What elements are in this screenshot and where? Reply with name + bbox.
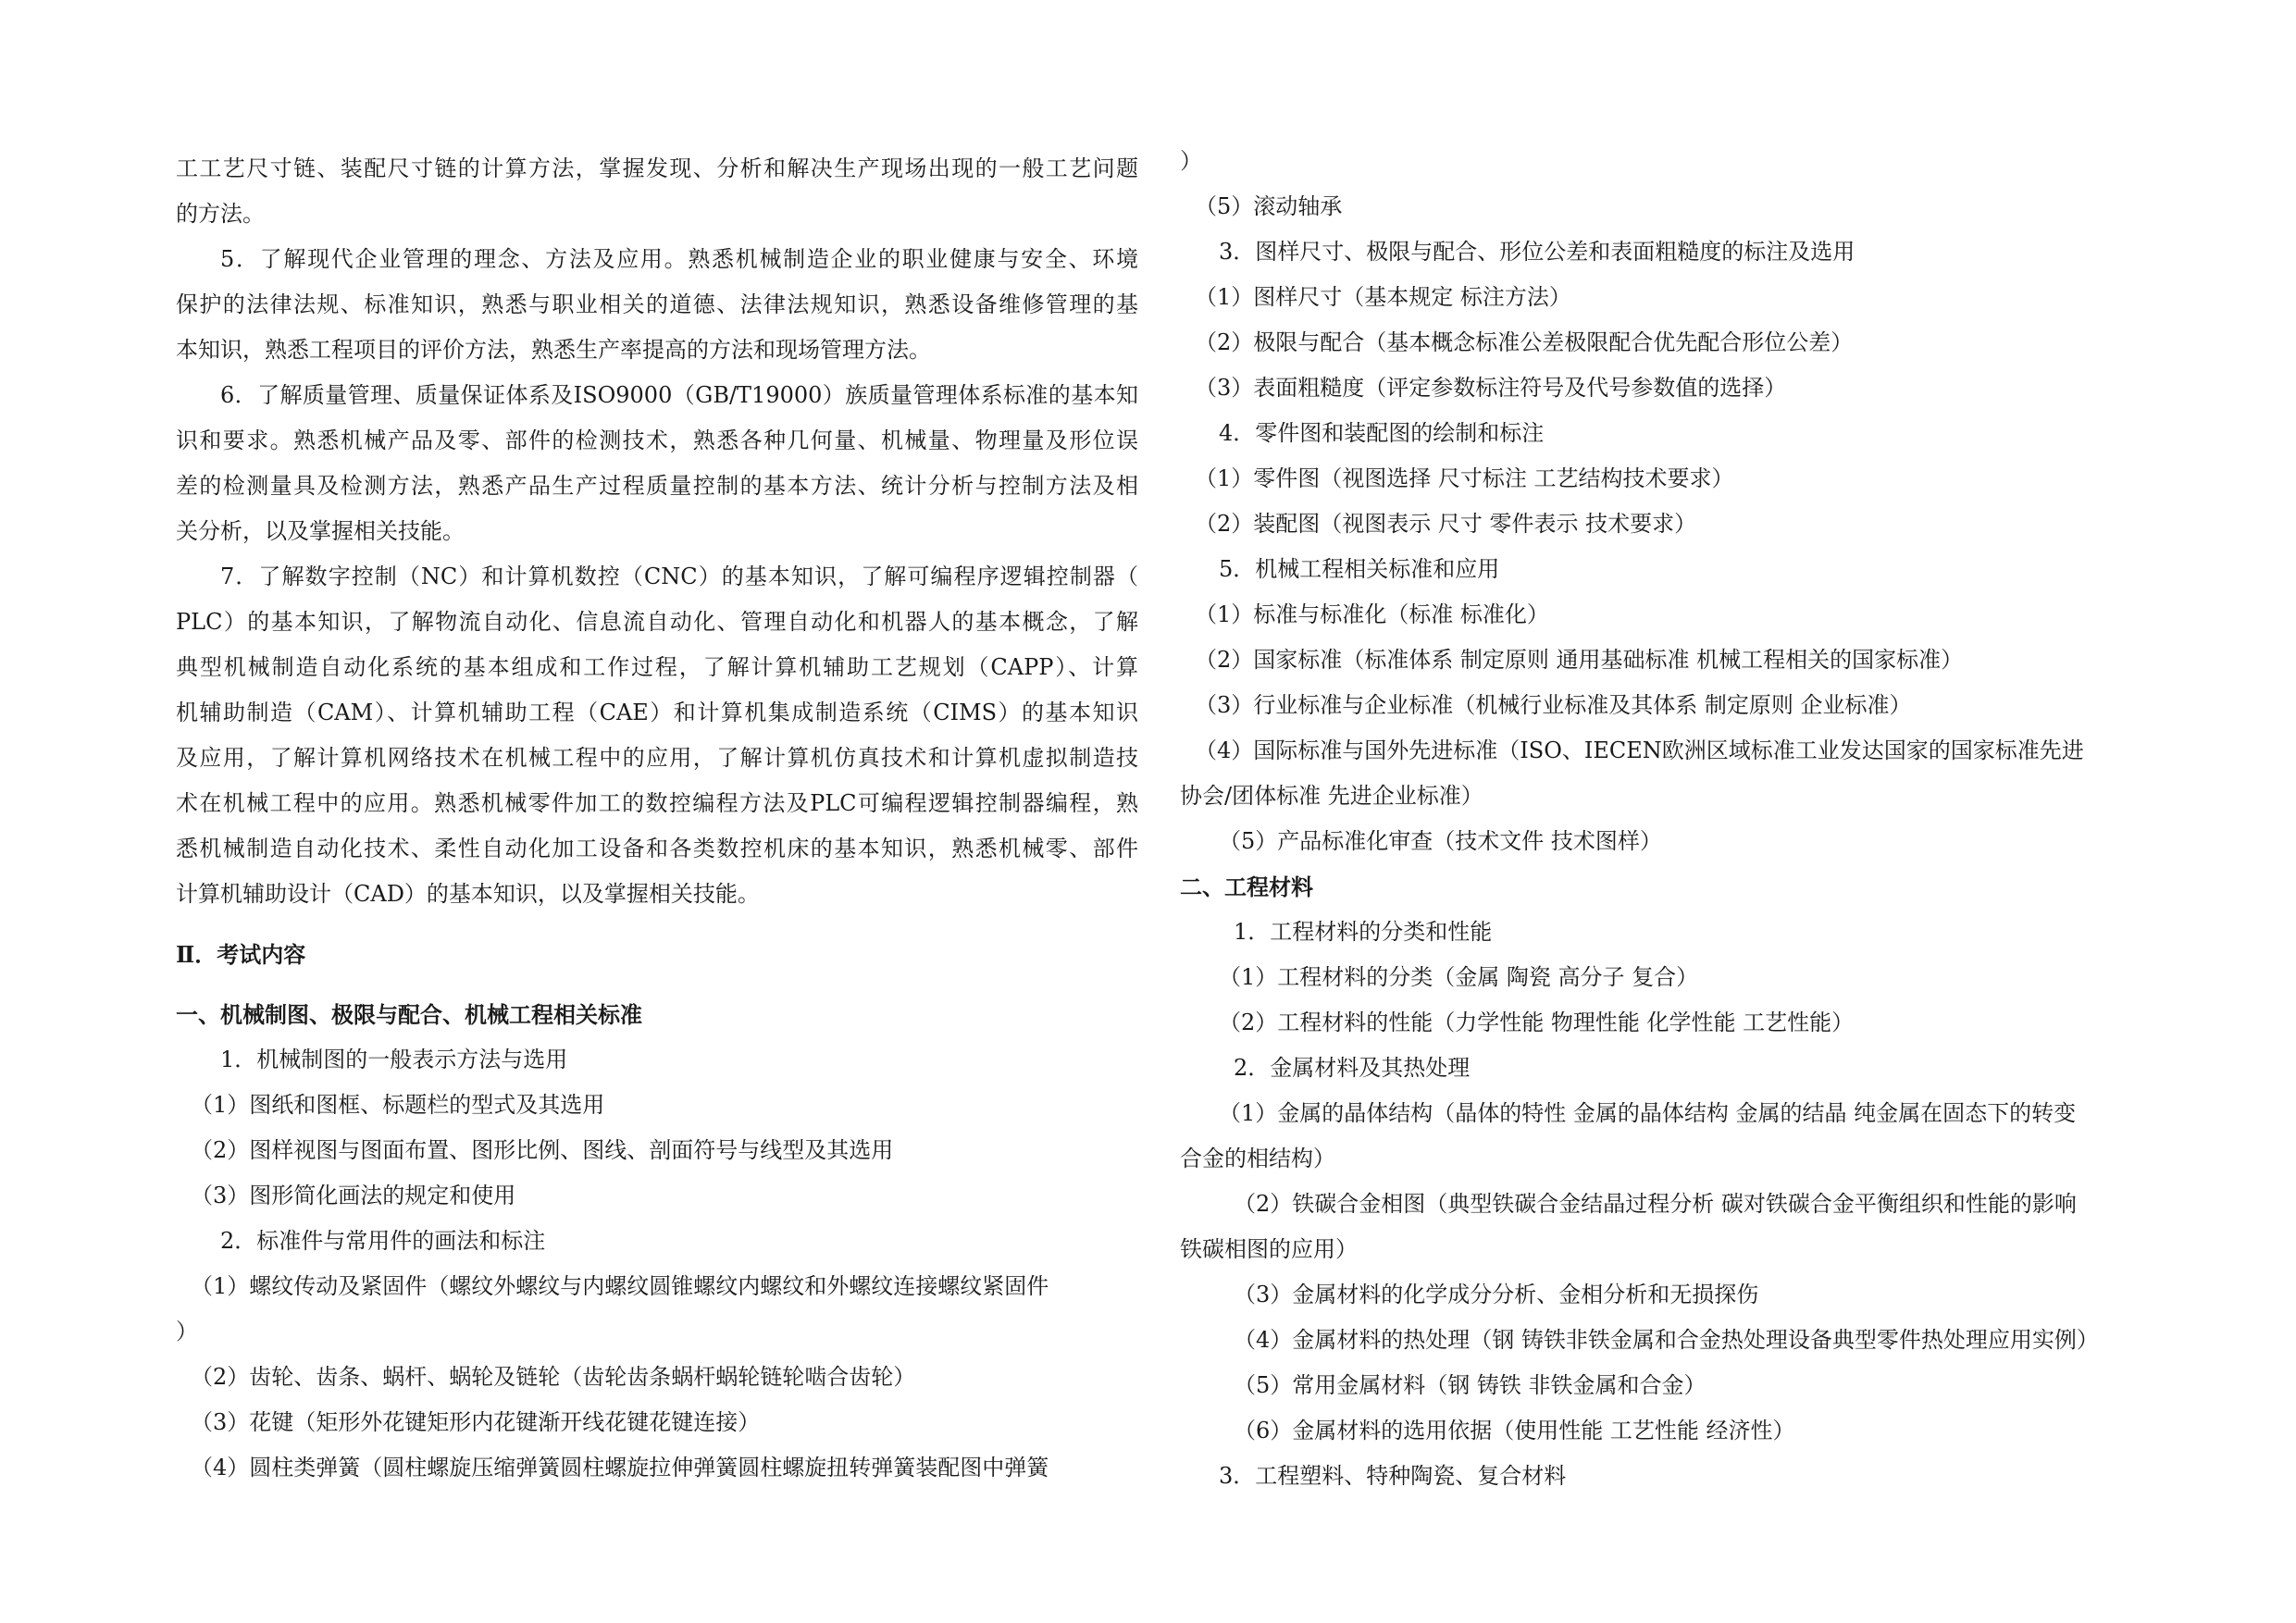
outline-subitem: （3）图形简化画法的规定和使用 xyxy=(191,1183,516,1208)
paragraph-line: 计算机辅助设计（CAD）的基本知识，以及掌握相关技能。 xyxy=(176,881,760,907)
paragraph-line: 悉机械制造自动化技术、柔性自动化加工设备和各类数控机床的基本知识，熟悉机械零、部件 xyxy=(176,836,1138,861)
outline-subitem: （1）工程材料的分类（金属 陶瓷 高分子 复合） xyxy=(1219,964,1699,990)
outline-item: 3．工程塑料、特种陶瓷、复合材料 xyxy=(1219,1463,1567,1489)
spacer xyxy=(176,977,1138,992)
outline-subitem: （3）表面粗糙度（评定参数标注符号及代号参数值的选择） xyxy=(1195,375,1787,401)
outline-subitem: （2）齿轮、齿条、蜗杆、蜗轮及链轮（齿轮齿条蜗杆蜗轮链轮啮合齿轮） xyxy=(191,1364,916,1390)
outline-subitem: （2）铁碳合金相图（典型铁碳合金结晶过程分析 碳对铁碳合金平衡组织和性能的影响 xyxy=(1234,1191,2077,1217)
paragraph-line: 5．了解现代企业管理的理念、方法及应用。熟悉机械制造企业的职业健康与安全、环境 xyxy=(220,246,1138,272)
paragraph-line: 术在机械工程中的应用。熟悉机械零件加工的数控编程方法及PLC可编程逻辑控制器编程，熟 xyxy=(176,790,1138,816)
paragraph-line: 典型机械制造自动化系统的基本组成和工作过程，了解计算机辅助工艺规划（CAPP）、计算 xyxy=(176,654,1138,680)
outline-subitem: （4）金属材料的热处理（钢 铸铁非铁金属和合金热处理设备典型零件热处理应用实例） xyxy=(1234,1327,2099,1353)
outline-subitem: （2）图样视图与图面布置、图形比例、图线、剖面符号与线型及其选用 xyxy=(191,1137,894,1163)
paragraph-line: 本知识，熟悉工程项目的评价方法，熟悉生产率提高的方法和现场管理方法。 xyxy=(176,337,931,363)
outline-subitem: （1）螺纹传动及紧固件（螺纹外螺纹与内螺纹圆锥螺纹内螺纹和外螺纹连接螺纹紧固件 xyxy=(191,1273,1049,1299)
left-column xyxy=(176,146,1138,1491)
section-heading: Ⅱ．考试内容 xyxy=(176,941,306,968)
outline-subitem: （2）装配图（视图表示 尺寸 零件表示 技术要求） xyxy=(1195,511,1697,537)
outline-subitem: （2）极限与配合（基本概念标准公差极限配合优先配合形位公差） xyxy=(1195,329,1854,355)
paragraph-line: 保护的法律法规、标准知识，熟悉与职业相关的道德、法律法规知识，熟悉设备维修管理的基 xyxy=(176,291,1138,317)
paragraph-line: 6．了解质量管理、质量保证体系及ISO9000（GB/T19000）族质量管理体系标准的基本知 xyxy=(220,382,1138,408)
paragraph-line: 及应用，了解计算机网络技术在机械工程中的应用，了解计算机仿真技术和计算机虚拟制造技 xyxy=(176,745,1138,771)
outline-subitem: （3）花键（矩形外花键矩形内花键渐开线花键花键连接） xyxy=(191,1409,761,1435)
outline-item: 5．机械工程相关标准和应用 xyxy=(1219,556,1500,582)
outline-subitem: （4）圆柱类弹簧（圆柱螺旋压缩弹簧圆柱螺旋拉伸弹簧圆柱螺旋扭转弹簧装配图中弹簧 xyxy=(191,1455,1049,1481)
outline-subitem: （5）常用金属材料（钢 铸铁 非铁金属和合金） xyxy=(1234,1372,1706,1398)
right-column xyxy=(1180,139,2142,1499)
outline-subitem: （2）工程材料的性能（力学性能 物理性能 化学性能 工艺性能） xyxy=(1219,1010,1855,1035)
paragraph-line: 差的检测量具及检测方法，熟悉产品生产过程质量控制的基本方法、统计分析与控制方法及相 xyxy=(176,473,1138,499)
outline-subitem: （1）金属的晶体结构（晶体的特性 金属的晶体结构 金属的结晶 纯金属在固态下的转变 xyxy=(1219,1100,2077,1126)
outline-subitem-cont: 合金的相结构） xyxy=(1180,1146,1335,1171)
outline-subitem: （6）金属材料的选用依据（使用性能 工艺性能 经济性） xyxy=(1234,1418,1795,1443)
paragraph-line: PLC）的基本知识，了解物流自动化、信息流自动化、管理自动化和机器人的基本概念，了解 xyxy=(176,609,1138,635)
outline-subitem: （5）滚动轴承 xyxy=(1195,193,1343,219)
paragraph-line: 工工艺尺寸链、装配尺寸链的计算方法，掌握发现、分析和解决生产现场出现的一般工艺问题 xyxy=(176,155,1138,181)
outline-item: 1．工程材料的分类和性能 xyxy=(1234,919,1493,945)
outline-subitem-cont: ） xyxy=(176,1319,198,1344)
part-heading: 一、机械制图、极限与配合、机械工程相关标准 xyxy=(176,1001,642,1028)
outline-subitem: （1）零件图（视图选择 尺寸标注 工艺结构技术要求） xyxy=(1195,465,1734,491)
outline-item: 4．零件图和装配图的绘制和标注 xyxy=(1219,420,1545,446)
outline-item: 2．标准件与常用件的画法和标注 xyxy=(220,1228,546,1254)
outline-subitem: （4）国际标准与国外先进标准（ISO、IECEN欧洲区域标准工业发达国家的国家标准先进 xyxy=(1195,737,2084,763)
outline-subitem: （3）金属材料的化学成分分析、金相分析和无损探伤 xyxy=(1234,1282,1759,1307)
paragraph-line: 机辅助制造（CAM）、计算机辅助工程（CAE）和计算机集成制造系统（CIMS）的基本知识 xyxy=(176,700,1138,725)
outline-item: 1．机械制图的一般表示方法与选用 xyxy=(220,1047,568,1072)
outline-subitem: （1）标准与标准化（标准 标准化） xyxy=(1195,601,1549,627)
paragraph-line: 的方法。 xyxy=(176,201,265,227)
outline-subitem: （1）图纸和图框、标题栏的型式及其选用 xyxy=(191,1092,605,1118)
outline-subitem-cont: 协会/团体标准 先进企业标准） xyxy=(1180,783,1483,809)
spacer xyxy=(176,917,1138,932)
outline-item: 2．金属材料及其热处理 xyxy=(1234,1055,1471,1081)
outline-subitem-cont: 铁碳相图的应用） xyxy=(1180,1236,1358,1262)
outline-subitem: （3）行业标准与企业标准（机械行业标准及其体系 制定原则 企业标准） xyxy=(1195,692,1912,718)
paragraph-line: 关分析，以及掌握相关技能。 xyxy=(176,518,465,544)
outline-subitem: （5）产品标准化审查（技术文件 技术图样） xyxy=(1219,828,1662,854)
outline-item: 3．图样尺寸、极限与配合、形位公差和表面粗糙度的标注及选用 xyxy=(1219,239,1855,265)
outline-subitem: （1）图样尺寸（基本规定 标注方法） xyxy=(1195,284,1571,310)
outline-subitem: （2）国家标准（标准体系 制定原则 通用基础标准 机械工程相关的国家标准） xyxy=(1195,647,1964,673)
paragraph-line: 识和要求。熟悉机械产品及零、部件的检测技术，熟悉各种几何量、机械量、物理量及形位误 xyxy=(176,427,1138,453)
part-heading: 二、工程材料 xyxy=(1180,873,1313,900)
paragraph-line: 7．了解数字控制（NC）和计算机数控（CNC）的基本知识，了解可编程序逻辑控制器（ xyxy=(220,564,1138,589)
outline-subitem-cont: ） xyxy=(1180,148,1202,174)
